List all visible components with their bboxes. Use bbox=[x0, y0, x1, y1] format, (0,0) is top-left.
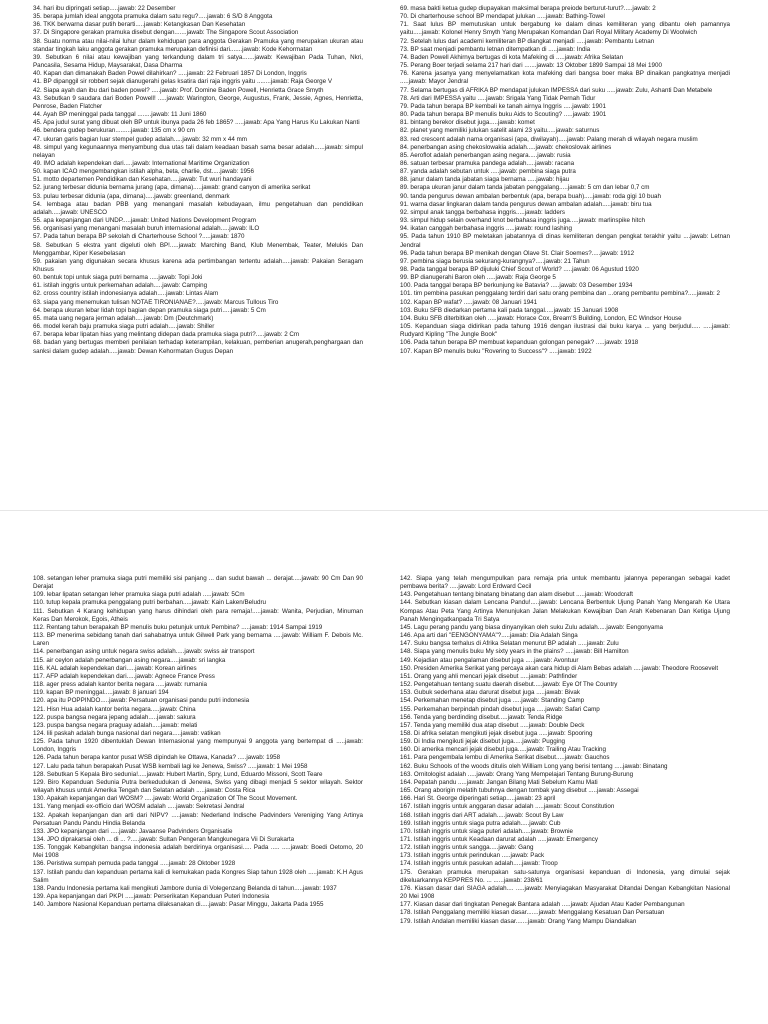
question-item: 71. Saat lulus BP memutuskan untuk bergabung ke dalam dinas kemiliteran yang dibantu oleh pamannya yaitu.....jawab: Kolonel Henry Smyth Yang Merupakan Komandan Dari Royal Military Academy Di Woolwich bbox=[400, 21, 730, 37]
question-item: 68. badan yang bertugas memberi penilaian terhadap keterampilan, kelakuan, pemberian anugerah,penghargaan dan sanksi dalam gudep adalah.....jawab: Dewan Kehormatan Gugus Depan bbox=[33, 339, 363, 355]
question-item: 82. planet yang memiliki julukan satelit alami 23 yaitu.....jawab: saturnus bbox=[400, 127, 600, 135]
question-item: 49. IMO adalah kependekan dari.....jawab: International Maritime Organization bbox=[33, 159, 250, 167]
question-item: 56. organisasi yang menangani masalah buruh internasional adalah.....jawab: ILO bbox=[33, 225, 260, 233]
page-1-right-column bbox=[400, 5, 730, 356]
question-item: 104. Buku SFB diterbitkan oleh .....jawab: Horace Cox, Bream'S Building, London, EC Windsor House bbox=[400, 314, 682, 322]
question-item: 63. siapa yang menemukan tulisan NOTAE TIRONIANAE?.....jawab: Marcus Tullous Tiro bbox=[33, 298, 279, 306]
question-item: 170. Istilah inggris untuk siaga puteri adalah.....jawab: Brownie bbox=[400, 827, 574, 835]
question-item: 94. ikatan canggah berbahasa inggris .....jawab: round lashing bbox=[400, 225, 572, 233]
question-item: 85. Aeroflot adalah penerbangan asing negara.....jawab: rusia bbox=[400, 151, 571, 159]
question-item: 47. ukuran garis bagian luar stempel gudep adalah.....jawab: 32 mm x 44 mm bbox=[33, 135, 248, 143]
question-item: 156. Tenda yang berdinding disebut.....jawab: Tenda Ridge bbox=[400, 713, 563, 721]
question-item: 108. setangan leher pramuka siaga putri memiliki sisi panjang ... dan sudut bawah ... derajat.....jawab: 90 Cm Dan 90 Derajat bbox=[33, 575, 363, 591]
question-item: 150. Presiden Amerika Serikat yang percaya akan cara hidup di Alam Bebas adalah .....jawab: Theodore Roosevelt bbox=[400, 664, 719, 672]
question-item: 160. Di amerika mencari jejak disebut juga.....jawab: Trailing Atau Tracking bbox=[400, 746, 607, 754]
question-item: 159. Di India mengikuti jejak disebut juga.....jawab: Pugging bbox=[400, 738, 566, 746]
question-item: 176. Kiasan dasar dari SIAGA adalah.... .....jawab: Menyiagakan Masyarakat Ditandai Dengan Kebangkitan Nasional 20 Mei 1908 bbox=[400, 884, 730, 901]
question-item: 93. simpul hidup selain overhand knot berbahasa inggris juga.....jawab: marlinspike hitch bbox=[400, 217, 645, 225]
question-item: 154. Perkemahan menetap disebut juga .....jawab: Standing Camp bbox=[400, 697, 585, 705]
question-item: 58. Sebutkan 5 ekstra yant digeluti oleh BP!.....jawab: Marching Band, Klub Menembak, Teater, Melukis Dan Menggambar, Kiper Kesebelasan bbox=[33, 241, 363, 257]
question-item: 106. Pada tahun berapa BP membuat kepanduan golongan penegak? .....jawab: 1918 bbox=[400, 339, 639, 347]
question-item: 163. Ornitologist adalah .....jawab: Orang Yang Mempelajari Tentang Burung-Burung bbox=[400, 770, 634, 778]
question-item: 46. bendera gudep berukuran.........jawab: 135 cm x 90 cm bbox=[33, 127, 195, 135]
page-1-left-column bbox=[33, 5, 363, 356]
question-item: 51. motto departemen Pendidikan dan Kesehatan.....jawab: Tut wuri handayani bbox=[33, 176, 252, 184]
question-item: 79. Pada tahun berapa BP kembali ke tanah airnya Inggris .....jawab: 1901 bbox=[400, 102, 606, 110]
question-item: 65. mata uang negara jerman adalah.....jawab: Dm (Deutchmark) bbox=[33, 314, 214, 322]
question-item: 138. Pandu Indonesia pertama kali mengikuti Jambore dunia di Volegenzang Belanda di tahun.....jawab: 1937 bbox=[33, 884, 337, 892]
question-item: 41. BP dipanggil sir robbert sejak dianugerahi gelas ksatira dari raja inggris yaitu ........jawab: Raja George V bbox=[33, 78, 333, 86]
question-item: 173. Istilah inggris untuk perindukan .....jawab: Pack bbox=[400, 852, 545, 860]
question-item: 120. apa itu POPPINDO.....jawab: Persatuan organisasi pandu putri indonesia bbox=[33, 697, 250, 705]
question-item: 153. Gubuk sederhana atau darurat disebut juga .....jawab: Bivak bbox=[400, 689, 580, 697]
question-item: 37. Di Singapore gerakan pramuka disebut dengan.......jawab: The Singapore Scout Association bbox=[33, 29, 299, 37]
question-item: 50. kapan ICAO mengembangkan istilah alpha, beta, charlie, dst.....jawab: 1956 bbox=[33, 168, 254, 176]
question-item: 135. Tonggak Kebangkitan bangsa indonesia adalah berdirinya organisasi..... Pada ..... .....jawab: Boedi Oetomo, 20 Mei 1908 bbox=[33, 844, 363, 860]
question-item: 34. hari ibu dipringati setiap.....jawab: 22 Desember bbox=[33, 5, 176, 12]
question-item: 43. Sebutkan 9 saudara dari Boden Powell! .....jawab: Warington, George, Augustus, Frank, Jessie, Agnes, Henrietta, Penrose, Baden Flatcher bbox=[33, 94, 363, 110]
question-item: 95. Pada tahun 1910 BP meletakan jabatannya di dinas kemiliteran dengan pengkat terakhir yaitu ....jawab: Letnan Jendral bbox=[400, 233, 730, 249]
question-item: 88. janur dalam tanda jabatan siaga bernama .....jawab: hijau bbox=[400, 176, 570, 184]
question-item: 60. bentuk topi untuk siaga putri bernama .....jawab: Topi Joki bbox=[33, 274, 203, 282]
question-item: 132. Apakah kepanjangan dan arti dari NIPV? .....jawab: Nederland Indische Padvinders Vereniging Yang Artinya Persatuan Pandu Pandu Hindia Belanda bbox=[33, 811, 363, 827]
question-item: 99. BP dianugerahi Baron oleh .....jawab: Raja George 5 bbox=[400, 274, 556, 282]
question-item: 59. pakaian yang digunakan secara khusus karena ada pertimbangan tertentu adalah.....jawab: Pakaian Seragam Khusus bbox=[33, 257, 363, 273]
question-item: 161. Para pengembala lembu di Amerika Serikat disebut.....jawab: Gauchos bbox=[400, 754, 610, 762]
question-item: 57. Pada tahun berapa BP sekolah di Charterhouse School ?.....jawab: 1870 bbox=[33, 233, 245, 241]
question-item: 117. AFP adalah kependekan dari.....jawab: Agnece France Press bbox=[33, 672, 215, 680]
question-item: 119. kapan BP meninggal.....jawab: 8 januari 194 bbox=[33, 689, 169, 697]
question-item: 140. Jambore Nasional Kepanduan pertama dilaksanakan di.....jawab: Pasar Minggu, Jakarta Pada 1955 bbox=[33, 901, 324, 909]
question-item: 143. Pengetahuan tentang binatang binatang dan alam disebut .....jawab: Woodcraft bbox=[400, 591, 634, 599]
question-item: 84. penerbangan asing chekoslowakia adalah.....jawab: chekoslovak airlines bbox=[400, 143, 612, 151]
question-item: 87. yanda adalah sebutan untuk .....jawab: pembina siaga putra bbox=[400, 168, 576, 176]
question-item: 115. air ceylon adalah penerbangan asing negara.....jawab: sri langka bbox=[33, 656, 226, 664]
question-item: 107. Kapan BP menulis buku "Rovering to Success"? .....jawab: 1922 bbox=[400, 347, 592, 355]
page-2-left-column bbox=[33, 575, 363, 909]
question-item: 81. bintang berekor disebut juga.....jawab: komet bbox=[400, 119, 535, 127]
question-item: 105. Kepanduan siaga didirikan pada tahung 1916 dengan ilustrasi dai buku karya ... yang berjudul..... .....jawab: Rudyard Kipling "The Jungle Book" bbox=[400, 323, 730, 339]
question-item: 116. KAL adalah kependekan dari.....jawab: Korean airlines bbox=[33, 664, 197, 672]
question-item: 101. tim pembina pasukan penggalang terdiri dari satu orang pembina dan ...orang pembantu pembina?.....jawab: 2 bbox=[400, 290, 721, 298]
question-item: 167. Istilah inggris untuk anggaran dasar adalah .....jawab: Scout Constitution bbox=[400, 803, 615, 811]
question-item: 139. Apa kepanjangan dari PKPI .....jawab: Perserikatan Kepanduan Puteri Indonesia bbox=[33, 893, 270, 901]
question-item: 165. Orang aborigin melatih tubuhnya dengan tombak yang disebut .....jawab: Assegai bbox=[400, 787, 639, 795]
question-item: 100. Pada tanggal berapa BP berkunjung ke Batavia? .....jawab: 03 Desember 1934 bbox=[400, 282, 633, 290]
question-item: 127. Lalu pada tahun berapakah Pusat WSB kembali lagi ke Jenewa, Swiss? .....jawab: 1 Mei 1958 bbox=[33, 762, 308, 770]
question-item: 164. Pepatah pandu .....jawab: Jangan Bilang Mati Sebelum Kamu Mati bbox=[400, 778, 598, 786]
question-item: 147. Suku bangsa terhalus di Afrika Selatan menurut BP adalah .....jawab: Zulu bbox=[400, 640, 619, 648]
question-item: 131. Yang menjadi ex-officio dari WOSM adalah .....jawab: Sekretasi Jendral bbox=[33, 803, 245, 811]
question-item: 55. apa kepanjangan dari UNDP.....jawab: United Nations Development Program bbox=[33, 217, 256, 225]
question-item: 36. TKK berwarna dasar putih berarti.....jawab: Ketangkasan Dan Kesehatan bbox=[33, 21, 246, 29]
question-item: 69. masa bakti ketua gudep diupayakan maksimal berapa preiode berturut-turut?.....jawab: 2 bbox=[400, 5, 656, 12]
question-item: 90. tanda pengurus dewan ambalan berbentuk (apa, berapa buah).....jawab: roda gigi 10 buah bbox=[400, 192, 661, 200]
question-item: 128. Sebutkan 5 Kepala Biro sedunia!.....jawab: Hubert Martin, Spry, Lund, Eduardo Missoni, Scott Teare bbox=[33, 770, 323, 778]
question-item: 152. Pengetahuan tentang suatu daerah disebut.....jawab: Eye Of The Country bbox=[400, 681, 618, 689]
question-item: 122. puspa bangsa negara jepang adalah.....jawab: sakura bbox=[33, 713, 196, 721]
question-item: 53. pulau terbesar didunia (apa, dimana).....jawab: greenland, denmark bbox=[33, 192, 230, 200]
question-item: 74. Baden Powell Akhirnya bertugas di kota Mafeking di .....jawab: Afrika Selatan bbox=[400, 53, 624, 61]
question-item: 130. Apakah kepanjangan dari WOSM? .....jawab: World Organization Of The Scout Movement. bbox=[33, 795, 298, 803]
question-item: 134. JPO diprakarsai oleh ... di ... ?.....jawab: Sultan Pengeran Mangkunegara Vii Di Surakarta bbox=[33, 836, 295, 843]
question-item: 168. Istilah inggris dari ART adalah.....jawab: Scout By Law bbox=[400, 811, 564, 819]
question-item: 62. cross country istilah indonesianya adalah.....jawab: Lintas Alam bbox=[33, 290, 219, 298]
question-item: 142. Siapa yang telah mengumpulkan para remaja pria untuk membantu jalannya peperangan sebagai kadet pembawa berita? .....jawab: Lord Erdward Cecil bbox=[400, 575, 730, 591]
document-page-2 bbox=[0, 512, 768, 1024]
question-item: 125. Pada tahun 1920 dibentuklah Dewan Internasional yang mempunyai 9 anggota yang bertempat di .....jawab: London, Inggris bbox=[33, 738, 363, 754]
question-item: 137. Istilah pandu dan kepanduan pertama kali di kemukakan pada Kongres Siap tahun 1928 oleh .....jawab: K.H Agus Salim bbox=[33, 868, 363, 884]
question-item: 172. Istilah inggris untuk sangga.....jawab: Gang bbox=[400, 844, 534, 852]
question-item: 144. Sebutkan kiasan dalam Lencana Pandu!.....jawab: Lencana Berbentuk Ujung Panah Yang Mengarah Ke Utara Kompas Atau Peta Yang Artinya Menunjukan Jalan Melakukan Kewajiban Dan Arah Kebenaran Dan Ketiga Ujung Panah Mengingatkanpada Tri Satya bbox=[400, 599, 730, 623]
question-item: 64. berapa ukuran lebar lidah topi bagian depan pramuka siaga putri.....jawab: 5 Cm bbox=[33, 306, 266, 314]
question-item: 126. Pada tahun berapa kantor pusat WSB dipindah ke Ottawa, Kanada? .....jawab: 1958 bbox=[33, 754, 281, 762]
question-item: 145. Lagu perang pandu yang biasa dinyanyikan oleh suku Zulu adalah.....jawab: Eengonyama bbox=[400, 623, 664, 631]
question-item: 66. model kerah baju pramuka siaga putri adalah.....jawab: Shiller bbox=[33, 323, 215, 331]
question-item: 83. red crescent adalah nama organisasi (apa, diwilayah).....jawab: Palang merah di wilayah negara muslim bbox=[400, 135, 698, 143]
question-item: 73. BP saat menjadi pembantu letnan ditempatkan di .....jawab: India bbox=[400, 45, 591, 53]
question-item: 42. Siapa ayah dan ibu dari baden powel? .....jawab: Prof. Domine Baden Powell, Henrietta Grace Smyth bbox=[33, 86, 324, 94]
question-item: 177. Kiasan dasar dari tingkatan Penegak Bantara adalah .....jawab: Ajudan Atau Kader Pembangunan bbox=[400, 901, 685, 909]
question-item: 54. lembaga atau badan PBB yang menangani masalah kebudayaan, ilmu pengetahuan dan pendidikan adalah.....jawab: UNESCO bbox=[33, 200, 363, 216]
question-item: 91. warna dasar lingkaran dalam tanda pengurus dewan ambalan adalah.....jawab: biru tua bbox=[400, 200, 652, 208]
question-item: 121. Hisn Hua adalah kantor berita negara.....jawab: China bbox=[33, 705, 196, 713]
question-item: 67. berapa lebar lipatan hias yang melintang didepan dada pramuka siaga putri?.....jawab: 2 Cm bbox=[33, 331, 300, 339]
question-item: 124. lili paskah adalah bunga nasional dari negara.....jawab: vatikan bbox=[33, 729, 221, 737]
question-item: 45. Apa judul surat yang dibuat oleh BP untuk ibunya pada 26 feb 1865? .....jawab: Apa Yang Harus Ku Lakukan Nanti bbox=[33, 119, 360, 127]
question-item: 151. Orang yang ahli mencari jejak disebut .....jawab: Pathfinder bbox=[400, 672, 578, 680]
question-item: 44. Ayah BP meninggal pada tanggal ........jawab: 11 Juni 1860 bbox=[33, 111, 207, 119]
question-item: 80. Pada tahun berapa BP menulis buku Aids to Scouting? .....jawab: 1901 bbox=[400, 111, 607, 119]
question-item: 157. Tenda yang memiliki dua atap disebut .....jawab: Double Deck bbox=[400, 721, 585, 729]
question-item: 110. tutup kepala pramuka penggalang putri berbahan.....jawab: Kain Laken/Beludru bbox=[33, 599, 267, 607]
question-item: 175. Gerakan pramuka merupakan satu-satunya organisasi kepanduan di Indonesia, yang dimulai sejak dikeluarkannya KEPPRES No. ... ......jawab: 238/61 bbox=[400, 868, 730, 884]
question-item: 118. ager press adalah kantor berita negara .....jawab: rumania bbox=[33, 681, 207, 689]
question-item: 148. Siapa yang menulis buku My sixty years in the plains? .....jawab: Bill Hamilton bbox=[400, 648, 629, 656]
question-item: 162. Buku Schools of the woods ditulis oleh William Long yang berisi tentang .....jawab: Binatang bbox=[400, 762, 668, 770]
question-item: 76. Karena jasanya yang menyelamatkan kota mafeking dari bangsa boer maka BP dinaikan pangkatnya menjadi .....jawab: Mayor Jendral bbox=[400, 70, 730, 86]
question-item: 75. Perang Boer terjadi selama 217 hari dari .......jawab: 13 Oktober 1899 Sampai 18 Mei 1900 bbox=[400, 62, 662, 70]
page-divider bbox=[0, 510, 768, 511]
question-item: 72. Setelah lulus dari academi kemiliteran BP diangkat menjadi .....jawab: Pembantu Letnan bbox=[400, 37, 655, 45]
question-item: 96. Pada tahun berapa BP menikah dengan Olave St. Clair Soemes?.....jawab: 1912 bbox=[400, 249, 635, 257]
question-item: 103. Buku SFB diedarkan pertama kali pada tanggal.....jawab: 15 Januari 1908 bbox=[400, 306, 619, 314]
question-item: 97. pembina siaga berusia sekurang-kurangnya?.....jawab: 21 Tahun bbox=[400, 257, 590, 265]
question-item: 123. puspa bangsa negara praguay adalah.....jawab: melati bbox=[33, 721, 198, 729]
question-item: 169. Istilah inggris untuk siaga putra adalah.....jawab: Cub bbox=[400, 819, 561, 827]
question-item: 158. Di afrika selatan mengikuti jejak disebut juga .....jawab: Spooring bbox=[400, 729, 593, 737]
question-item: 35. berapa jumlah ideal anggota pramuka dalam satu regu?.....jawab: 6 S/D 8 Anggota bbox=[33, 13, 273, 21]
question-item: 89. berapa ukuran janur dalam tanda jabatan penggalang.....jawab: 5 cm dan lebar 0,7 cm bbox=[400, 184, 650, 192]
question-item: 48. simpul yang kegunaannya menyambung dua utas tali dalam keadaan basah sama besar adalah......jawab: simpul nelayan bbox=[33, 143, 363, 159]
question-item: 40. Kapan dan dimanakah Baden Powel dilahirkan? .....jawab: 22 Februari 1857 Di London, Inggris bbox=[33, 70, 307, 78]
question-item: 174. Istilah inggris untuk pasukan adalah.....jawab: Troop bbox=[400, 860, 558, 868]
question-item: 146. Apa arti dari "EENGONYAMA"?.....jawab: Dia Adalah Singa bbox=[400, 632, 578, 640]
question-item: 171. Istilah inggris untuk Keadaan darurat adalah .....jawab: Emergency bbox=[400, 836, 599, 843]
question-item: 38. Suatu norma atau nilai-nilai luhur dalam kehidupan para anggota Gerakan Pramuka yang merupakan ukuran atau standar tingkah laku anggota gerakan pramuka merupakan definisi dari.......jawab: Kode Kehormatan bbox=[33, 37, 363, 53]
question-item: 166. Hari St. George diperingati setiap.....jawab: 23 april bbox=[400, 795, 556, 803]
question-item: 114. penerbangan asing untuk negara swiss adalah.....jawab: swiss air transport bbox=[33, 648, 255, 656]
question-item: 113. BP menerima sebidang tanah dari sahabatnya untuk Gilwell Park yang bernama .....jawab: William F. Debois Mc. Laren bbox=[33, 632, 363, 648]
question-item: 70. Di charterhouse school BP mendapat julukan .....jawab: Bathing-Towel bbox=[400, 13, 605, 21]
question-item: 77. Selama bertugas di AFRIKA BP mendapat julukan IMPESSA dari suku .....jawab: Zulu, Ashanti Dan Metabele bbox=[400, 86, 713, 94]
question-item: 178. Istilah Penggalang memiliki kiasan dasar.......jawab: Menggalang Kesatuan Dan Persatuan bbox=[400, 909, 665, 917]
question-item: 129. Biro Kepanduan Sedunia Putra berkedudukan di Jenewa, Swiss yang dibagi menjadi 5 sektor wilayah. Sektor wilayah khusus untuk Amerika Tengah dan Selatan adalah .....jawab: Costa Rica bbox=[33, 778, 363, 795]
question-item: 179. Istilah Andalan memiliki kiasan dasar.......jawab: Orang Yang Mampu Diandalkan bbox=[400, 917, 637, 925]
question-item: 92. simpul anak tangga berbahasa inggris.....jawab: ladders bbox=[400, 208, 566, 216]
question-item: 149. Kejadian atau pengalaman disebut juga .....jawab: Avontuur bbox=[400, 656, 579, 664]
question-item: 98. Pada tanggal berapa BP dijuluki Chief Scout of World? .....jawab: 06 Agustud 1920 bbox=[400, 266, 639, 273]
question-item: 102. Kapan BP wafat? .....jawab: 08 Januari 1941 bbox=[400, 298, 538, 306]
question-item: 52. jurang terbesar didunia bernama jurang (apa, dimana).....jawab: grand canyon di amerika serikat bbox=[33, 184, 311, 192]
question-item: 133. JPO kepanjangan dari .....jawab: Javaanse Padvinders Organisatie bbox=[33, 827, 233, 835]
question-item: 136. Peristiwa sumpah pemuda pada tanggal .....jawab: 28 Oktober 1928 bbox=[33, 860, 236, 868]
page-2-right-column bbox=[400, 575, 730, 926]
question-item: 61. istilah inggris untuk perkemahan adalah.....jawab: Camping bbox=[33, 282, 208, 290]
question-item: 86. satuan terbesar pramuka pandega adalah.....jawab: racana bbox=[400, 159, 575, 167]
question-item: 111. Sebutkan 4 Karang kehidupan yang harus dihindari oleh para remaja!.....jawab: Wanita, Perjudian, Minuman Keras Dan Merokok, Egois, Atheis bbox=[33, 607, 363, 623]
question-item: 155. Perkemahan berpindah pindah disebut juga .....jawab: Safari Camp bbox=[400, 705, 600, 713]
question-item: 78. Arti dari IMPESSA yaitu .....jawab: Srigala Yang Tidak Pernah Tidur bbox=[400, 94, 596, 102]
question-item: 39. Sebutkan 6 nilai atau kewajiban yang terkandung dalam tri satya.......jawab: Kewajiban Pada Tuhan, Nkri, Pancasila, Sesama Hidup, Maysarakat, Dasa Dharma bbox=[33, 53, 363, 70]
question-item: 112. Rentang tahun berapakah BP menulis buku petunjuk untuk Pembina? .....jawab: 1914 Sampai 1919 bbox=[33, 623, 323, 631]
question-item: 109. lebar lipatan setangan leher pramuka siaga putri adalah .....jawab: 5Cm bbox=[33, 591, 245, 599]
